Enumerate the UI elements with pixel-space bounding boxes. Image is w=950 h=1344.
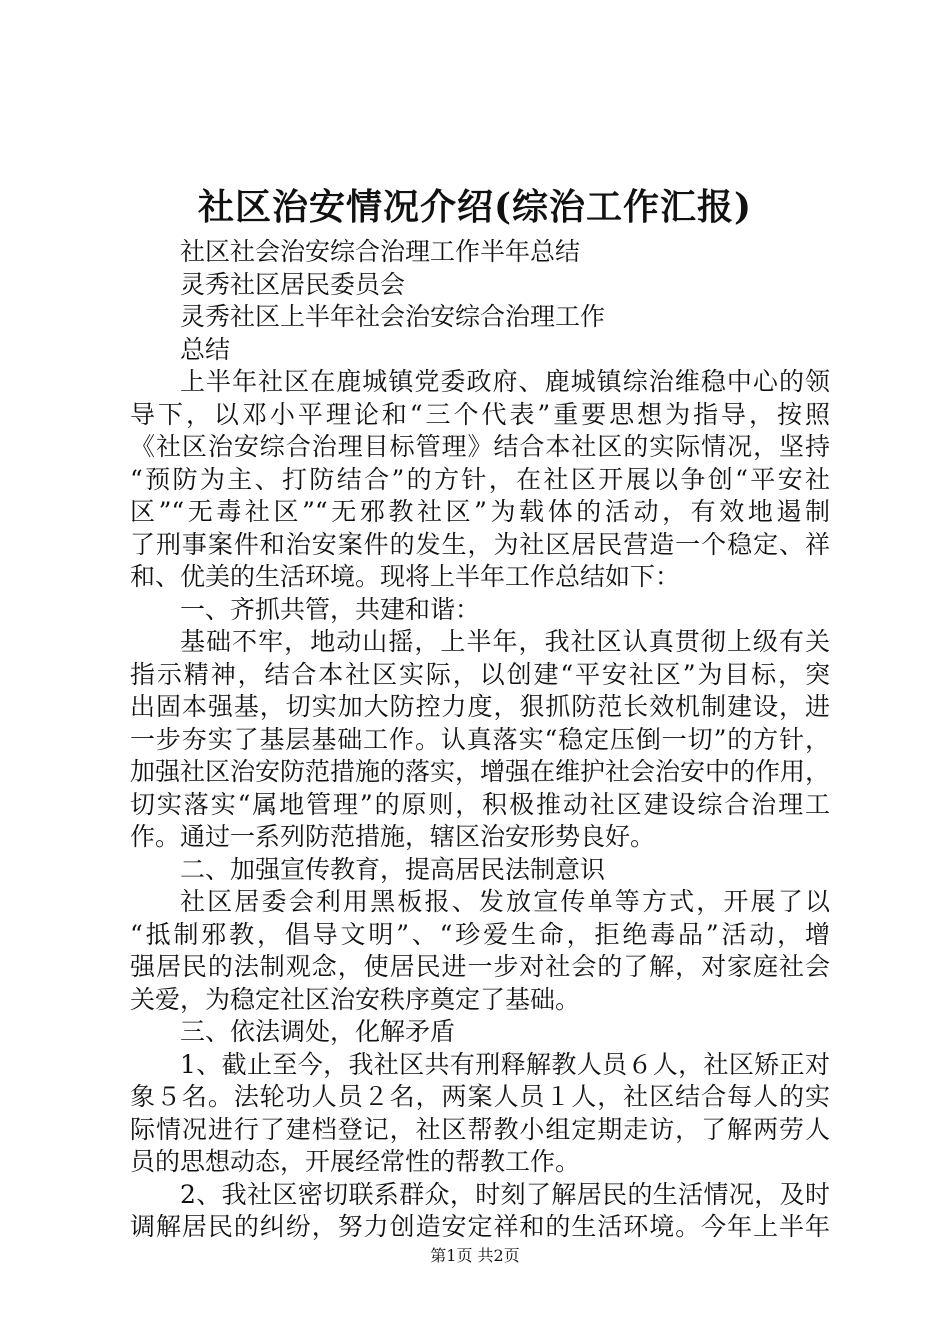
text-line: 灵秀社区居民委员会 — [180, 269, 406, 299]
text-line: 上半年社区在鹿城镇党委政府、鹿城镇综治维稳中心的领 — [180, 367, 830, 396]
text-line: 和、优美的生活环境。现将上半年工作总结如下： — [130, 562, 681, 591]
section-heading: 三、依法调处，化解矛盾 — [180, 1017, 456, 1046]
text-line: “预防为主、打防结合”的方针，在社区开展以争创“平安社 — [130, 464, 830, 494]
text-line: 《社区治安综合治理目标管理》结合本社区的实际情况，坚持 — [130, 432, 830, 461]
text-line: 调解居民的纠纷，努力创造安定祥和的生活环境。今年上半年 — [130, 1212, 830, 1241]
text-line: 切实落实“属地管理”的原则，积极推动社区建设综合治理工 — [130, 789, 830, 819]
text-line: 关爱，为稳定社区治安秩序奠定了基础。 — [130, 984, 581, 1014]
text-line: 2、我社区密切联系群众，时刻了解居民的生活情况，及时 — [180, 1179, 830, 1209]
text-line: 社区社会治安综合治理工作半年总结 — [180, 237, 581, 266]
text-line: 基础不牢，地动山摇，上半年，我社区认真贯彻上级有关 — [180, 627, 830, 656]
text-line: 作。通过一系列防范措施，辖区治安形势良好。 — [130, 822, 656, 851]
text-line: 灵秀社区上半年社会治安综合治理工作 — [180, 302, 606, 331]
text-line: 加强社区治安防范措施的落实，增强在维护社会治安中的作用， — [130, 757, 831, 786]
document-body — [130, 236, 830, 1244]
text-line: 了刑事案件和治安案件的发生，为社区居民营造一个稳定、祥 — [130, 529, 830, 559]
document-title: 社区治安情况介绍(综治工作汇报) — [197, 186, 753, 228]
text-line: 导下，以邓小平理论和“三个代表”重要思想为指导，按照 — [130, 399, 830, 429]
section-heading: 一、齐抓共管，共建和谐： — [180, 594, 481, 624]
text-line: 象５名。法轮功人员２名，两案人员１人，社区结合每人的实 — [130, 1082, 830, 1111]
text-line: 际情况进行了建档登记，社区帮教小组定期走访，了解两劳人 — [130, 1114, 830, 1144]
section-heading: 二、加强宣传教育，提高居民法制意识 — [180, 854, 606, 884]
text-line: 总结 — [180, 334, 231, 364]
text-line: 一步夯实了基层基础工作。认真落实“稳定压倒一切”的方针， — [130, 724, 830, 754]
text-line: 出固本强基，切实加大防控力度，狠抓防范长效机制建设，进 — [130, 692, 830, 721]
text-line: 区”“无毒社区”“无邪教社区”为载体的活动，有效地遏制 — [130, 497, 830, 526]
text-line: 强居民的法制观念，使居民进一步对社会的了解，对家庭社会 — [130, 952, 830, 981]
text-line: 1、截止至今，我社区共有刑释解教人员６人，社区矫正对 — [180, 1049, 830, 1079]
text-line: 社区居委会利用黑板报、发放宣传单等方式，开展了以 — [180, 887, 830, 916]
text-line: “抵制邪教，倡导文明”、“珍爱生命，拒绝毒品”活动，增 — [130, 919, 830, 949]
text-line: 员的思想动态，开展经常性的帮教工作。 — [130, 1147, 581, 1176]
page-number: 第1页 共2页 — [430, 1246, 520, 1265]
text-line: 指示精神，结合本社区实际，以创建“平安社区”为目标，突 — [130, 659, 830, 689]
